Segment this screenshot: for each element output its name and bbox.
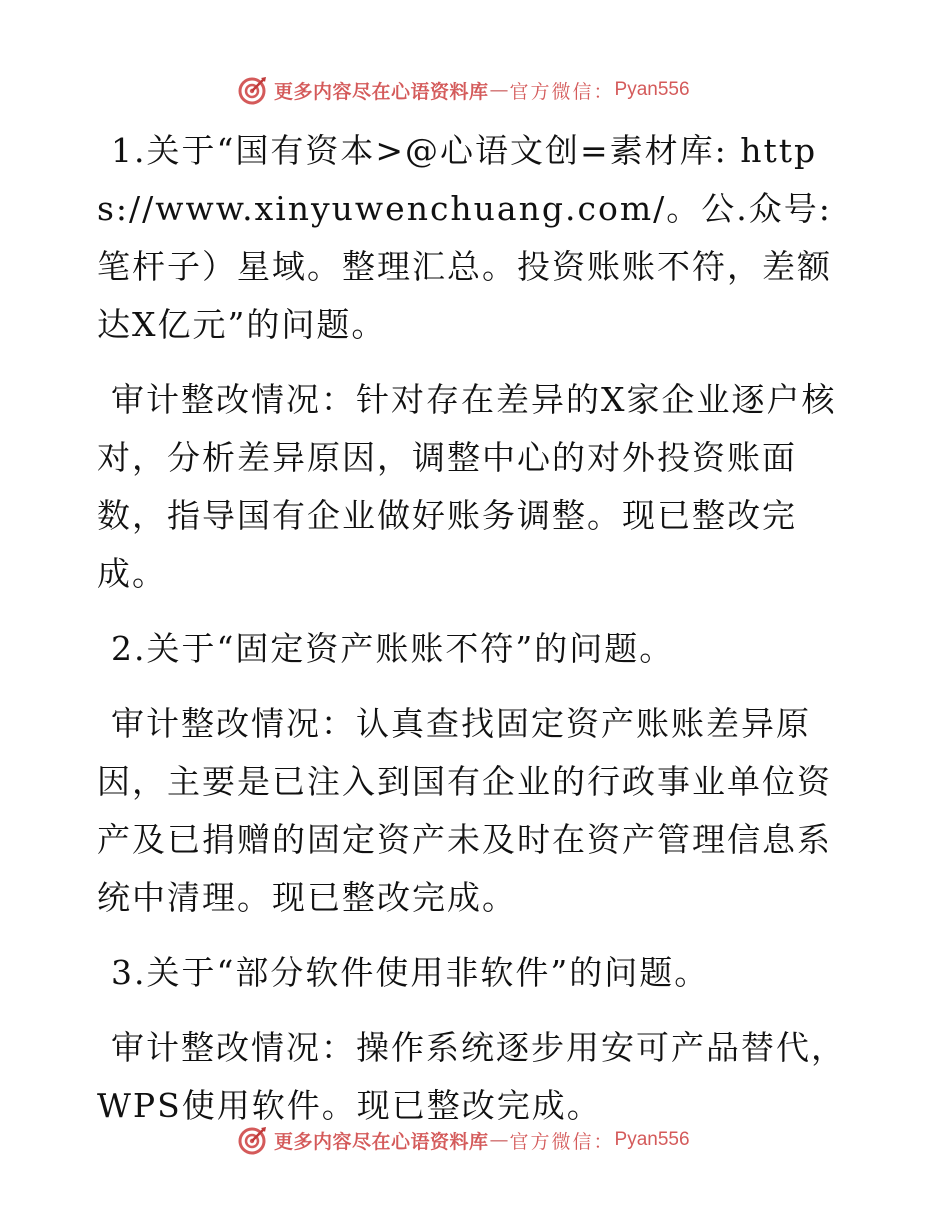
banner-wechat-id: Pyan556 <box>614 79 690 100</box>
banner-dash: — <box>489 1129 509 1151</box>
dart-target-logo-icon <box>236 74 268 106</box>
paragraph-rectification-1: 审计整改情况：针对存在差异的X家企业逐户核对，分析差异原因，调整中心的对外投资账面数，指导国有企业做好账务调整。现已整改完成。 <box>97 380 837 593</box>
banner-text: 更多内容尽在心语资料库 <box>274 1130 489 1153</box>
banner-wechat-id: Pyan556 <box>614 1129 690 1150</box>
banner-label: 官方微信： <box>509 1130 615 1153</box>
banner-label: 官方微信： <box>509 80 615 103</box>
document-body <box>97 122 857 1152</box>
paragraph-item-3: 3.关于“部分软件使用非软件”的问题。 <box>111 953 710 992</box>
dart-target-logo-icon <box>236 1124 268 1156</box>
header-banner <box>236 72 690 108</box>
paragraph-rectification-2: 审计整改情况：认真查找固定资产账账差异原因，主要是已注入到国有企业的行政事业单位资产及已捐赠的固定资产未及时在资产管理信息系统中清理。现已整改完成。 <box>97 704 832 917</box>
banner-text: 更多内容尽在心语资料库 <box>274 80 489 103</box>
paragraph-item-1: 1.关于“国有资本>@心语文创=素材库: https://www.xinyuwenchuang.com/。公.众号: 笔杆子）星域。整理汇总。投资账账不符，差额达X亿元”的问题。 <box>97 131 832 344</box>
banner-dash: — <box>489 79 509 101</box>
paragraph-item-2: 2.关于“固定资产账账不符”的问题。 <box>111 629 675 668</box>
footer-banner <box>236 1122 690 1158</box>
paragraph-rectification-3: 审计整改情况：操作系统逐步用安可产品替代，WPS使用软件。现已整改完成。 <box>97 1028 846 1125</box>
